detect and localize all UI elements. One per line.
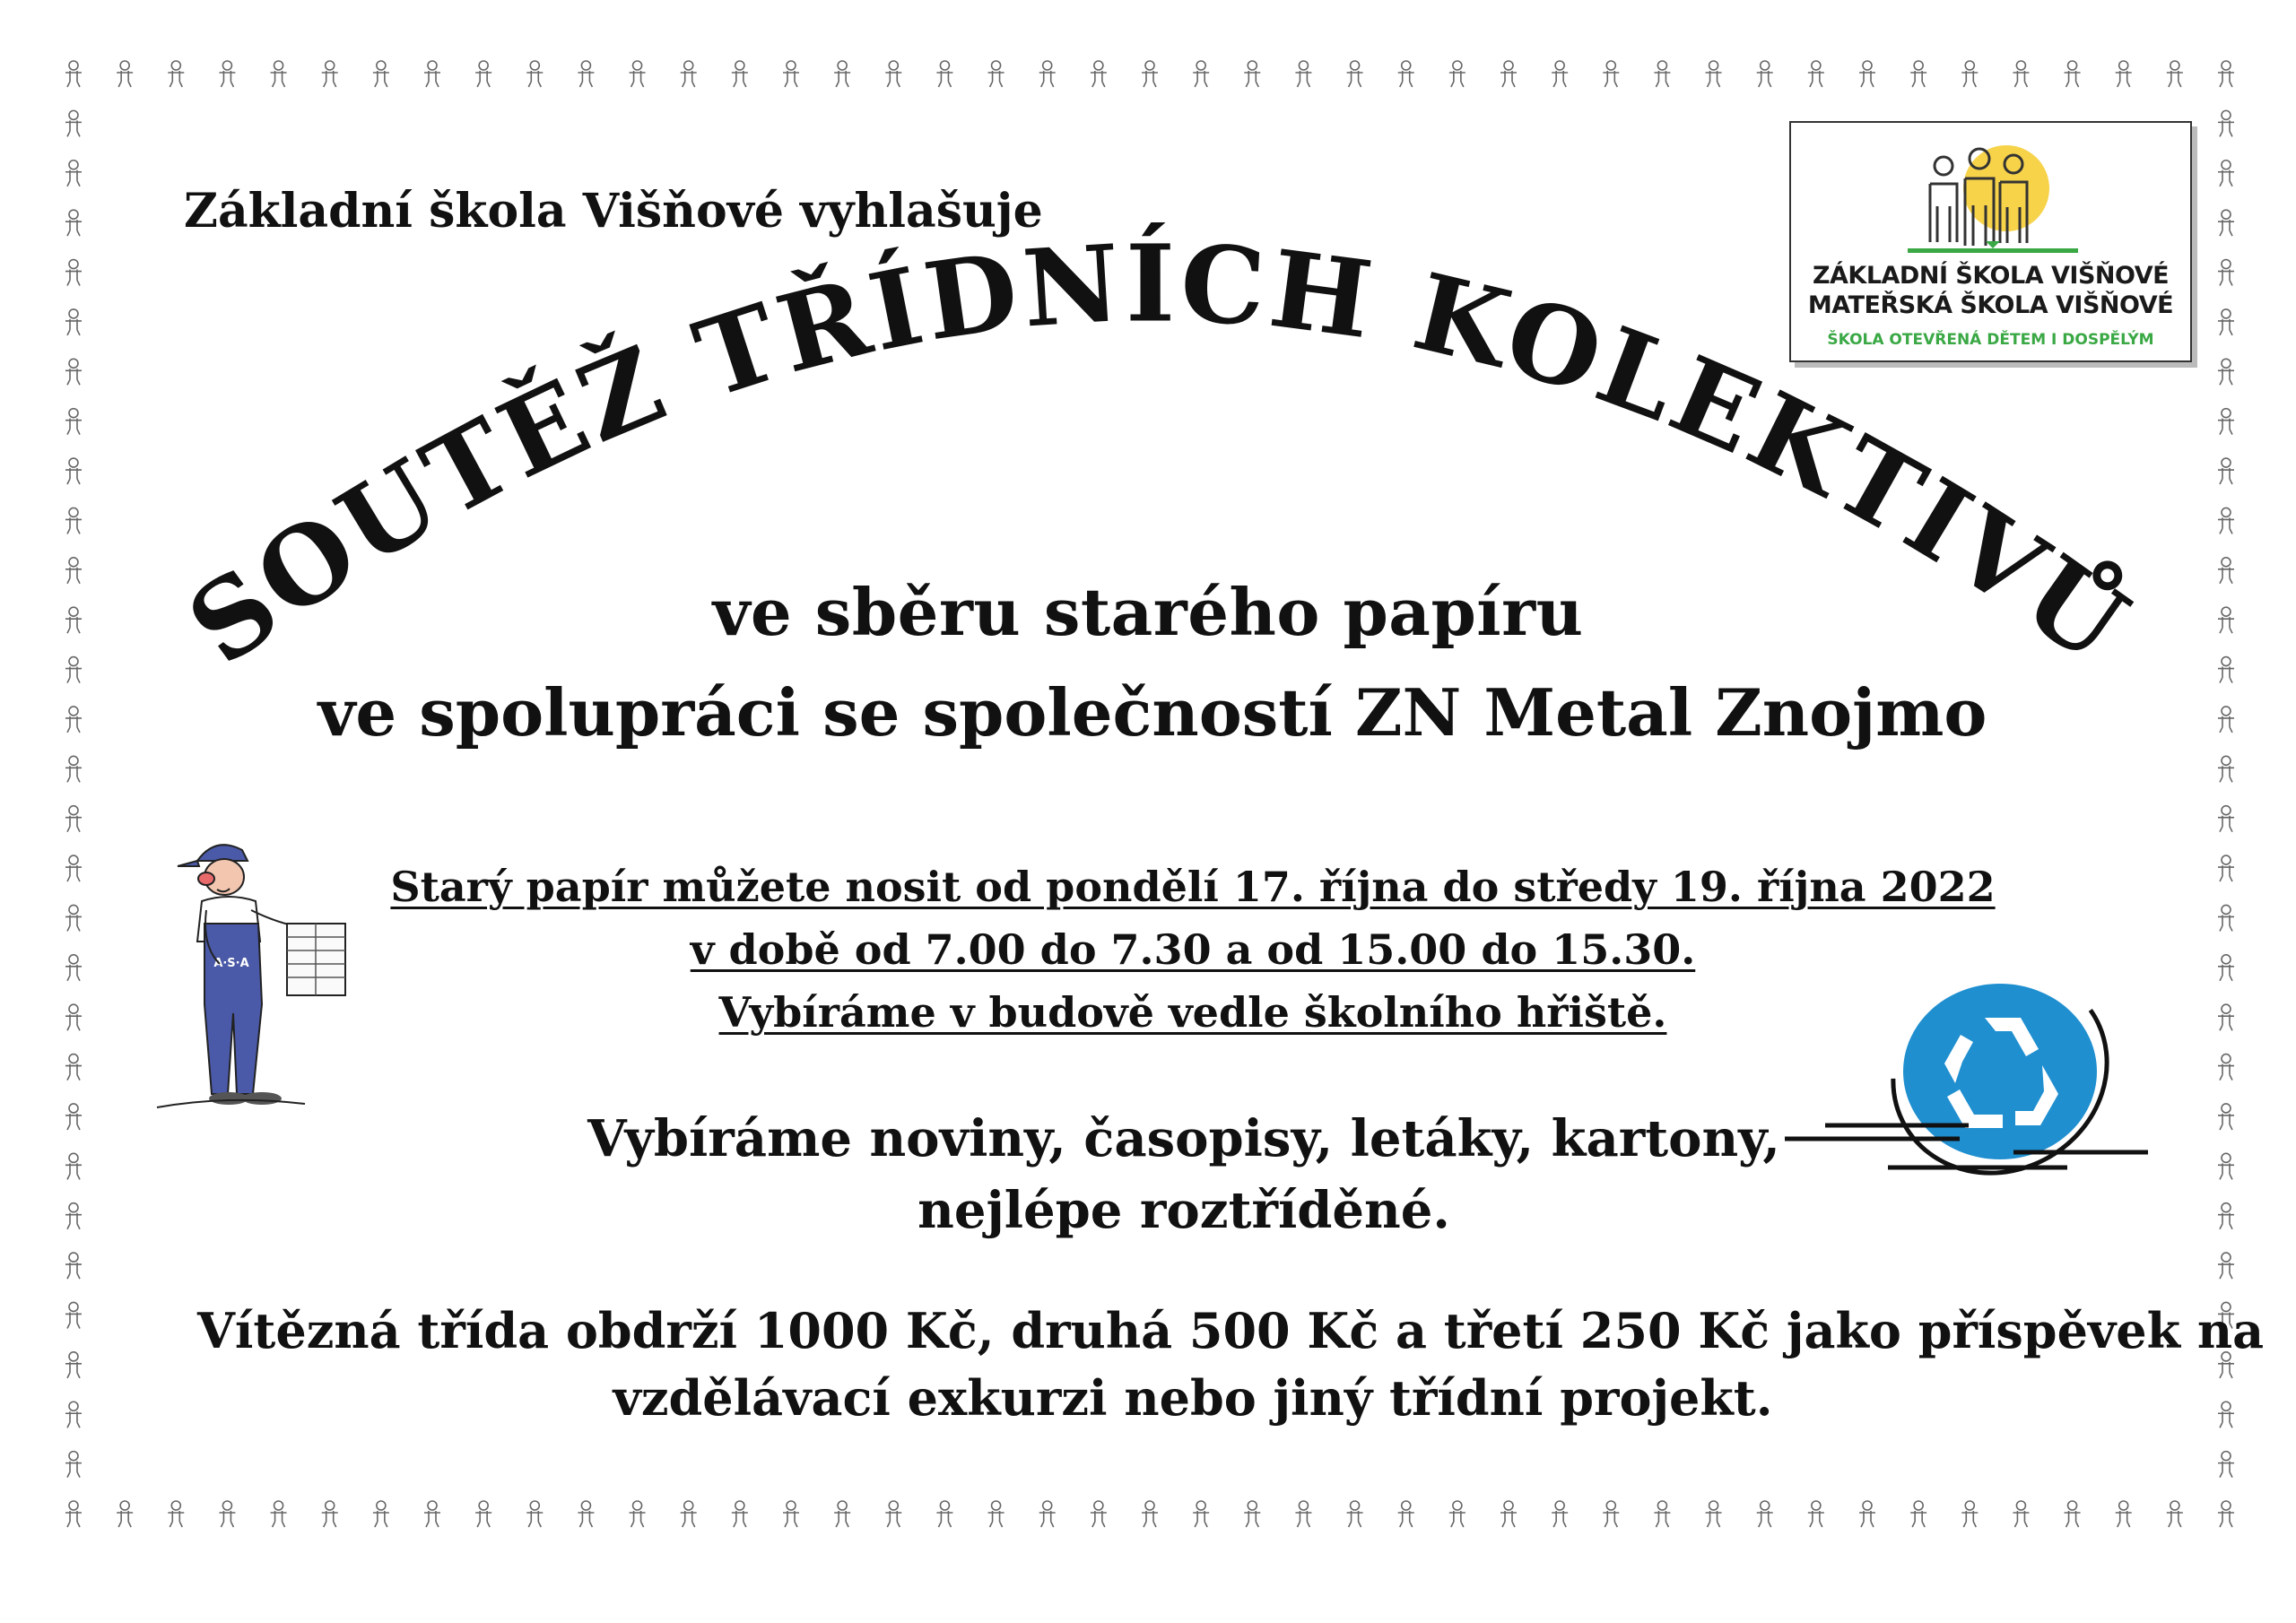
intro-text: Základní škola Višňové vyhlašuje (184, 184, 1043, 239)
dates-line2: v době od 7.00 do 7.30 a od 15.00 do 15.30. (690, 925, 1696, 974)
items-line1: Vybíráme noviny, časopisy, letáky, kartony, (587, 1109, 1780, 1168)
worker-apron-text: A·S·A (213, 957, 249, 970)
logo-line2: MATEŘSKÁ ŠKOLA VIŠŇOVÉ (1807, 291, 2174, 319)
prize-line1: Vítězná třída obdrží 1000 Kč, druhá 500 Kč a třetí 250 Kč jako příspěvek na (197, 1302, 2265, 1359)
logo-line1: ZÁKLADNÍ ŠKOLA VIŠŇOVÉ (1812, 262, 2170, 290)
items-line2: nejlépe roztříděné. (918, 1181, 1450, 1240)
dates-line1: Starý papír můžete nosit od pondělí 17. října do středy 19. října 2022 (390, 863, 1996, 911)
recycle-icon (1780, 968, 2157, 1193)
school-logo (1789, 121, 2192, 362)
dates-line3: Vybíráme v budově vedle školního hřiště. (718, 988, 1667, 1037)
subtitle-line1: ve sběru starého papíru (712, 574, 1584, 650)
school-logo-graphic (1908, 139, 2078, 256)
subtitle-line2: ve spolupráci se společností ZN Metal Znojmo (317, 674, 1987, 751)
logo-tagline: ŠKOLA OTEVŘENÁ DĚTEM I DOSPĚLÝM (1827, 331, 2154, 349)
prize-line2: vzdělávací exkurzi nebo jiný třídní projekt. (613, 1369, 1773, 1427)
page-title: SOUTĚŽ TŘÍDNÍCH KOLEKTIVŮ (165, 220, 2152, 690)
worker-illustration (152, 834, 386, 1139)
